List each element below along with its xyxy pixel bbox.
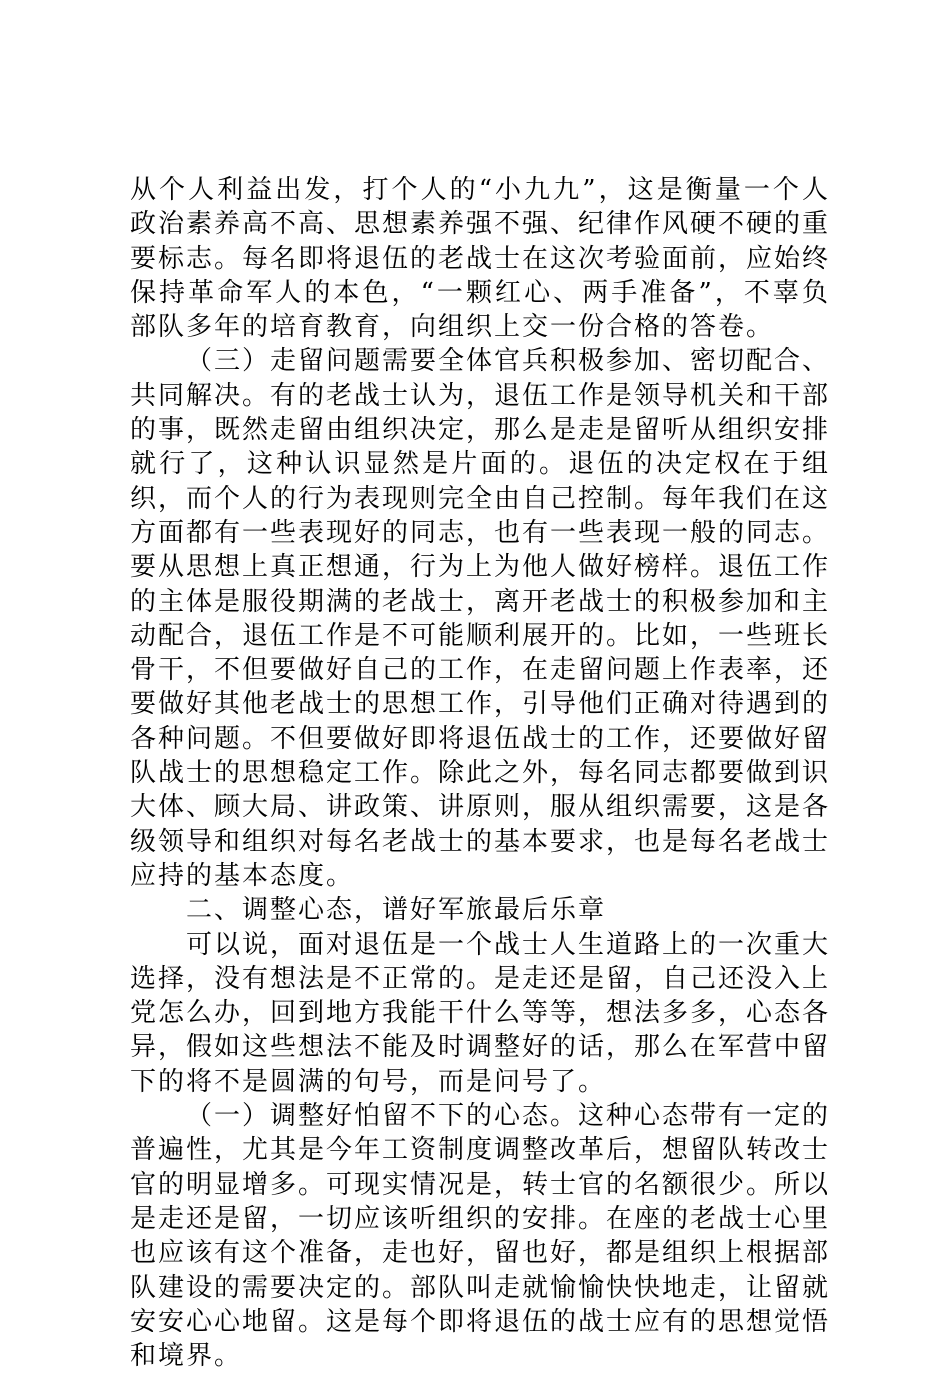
paragraph-intro: 可以说，面对退伍是一个战士人生道路上的一次重大选择，没有想法是不正常的。是走还是留，自己还没入上党怎么办，回到地方我能干什么等等，想法多多，心态各异，假如这些想法不能及时调整好的话，那么在军营中留下的将不是圆满的句号，而是问号了。 [130, 929, 831, 1097]
document-body [130, 173, 830, 1373]
paragraph-section-one: （一）调整好怕留不下的心态。这种心态带有一定的普遍性，尤其是今年工资制度调整改革后，想留队转改士官的明显增多。可现实情况是，转士官的名额很少。所以是走还是留，一切应该听组织的安排。在座的老战士心里也应该有这个准备，走也好，留也好，都是组织上根据部队建设的需要决定的。部队叫走就愉愉快快地走，让留就安安心心地留。这是每个即将退伍的战士应有的思想觉悟和境界。 [130, 1101, 831, 1372]
section-heading: 二、调整心态，谱好军旅最后乐章 [186, 895, 607, 926]
paragraph-continuation: 从个人利益出发，打个人的“小九九”，这是衡量一个人政治素养高不高、思想素养强不强、纪律作风硬不硬的重要标志。每名即将退伍的老战士在这次考验面前，应始终保持革命军人的本色，“一颗红心、两手准备”，不辜负部队多年的培育教育，向组织上交一份合格的答卷。 [130, 175, 831, 343]
paragraph-section-three: （三）走留问题需要全体官兵积极参加、密切配合、共同解决。有的老战士认为，退伍工作是领导机关和干部的事，既然走留由组织决定，那么是走是留听从组织安排就行了，这种认识显然是片面的。退伍的决定权在于组织，而个人的行为表现则完全由自己控制。每年我们在这方面都有一些表现好的同志，也有一些表现一般的同志。要从思想上真正想通，行为上为他人做好榜样。退伍工作的主体是服役期满的老战士，离开老战士的积极参加和主动配合，退伍工作是不可能顺利展开的。比如，一些班长骨干，不但要做好自己的工作，在走留问题上作表率，还要做好其他老战士的思想工作，引导他们正确对待遇到的各种问题。不但要做好即将退伍战士的工作，还要做好留队战士的思想稳定工作。除此之外，每名同志都要做到识大体、顾大局、讲政策、讲原则，服从组织需要，这是各级领导和组织对每名老战士的基本要求，也是每名老战士应持的基本态度。 [130, 346, 831, 891]
